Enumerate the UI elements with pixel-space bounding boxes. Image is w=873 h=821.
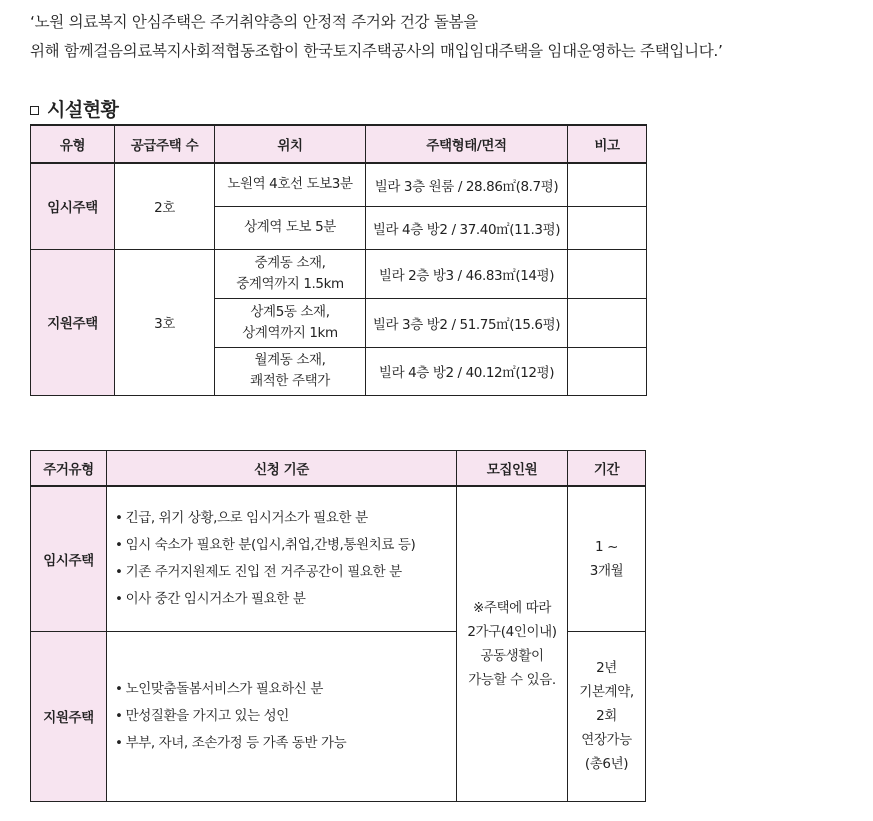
- criteria-item: [115, 676, 456, 703]
- location-line: 노원역 4호선 도보3분: [227, 176, 353, 193]
- criteria-item: [115, 730, 456, 757]
- note-cell: [568, 298, 647, 347]
- period-line: (총6년): [584, 756, 629, 772]
- criteria-text: 긴급, 위기 상황,으로 임시거소가 필요한 분: [125, 509, 368, 526]
- header-type: 유형: [31, 125, 115, 163]
- eligibility-type-support: 지원주택: [31, 631, 107, 801]
- period-line: 연장가능: [581, 732, 632, 748]
- group-type-temporary: 임시주택: [31, 163, 115, 249]
- location-cell: [215, 298, 366, 347]
- bullet-dot: •: [115, 509, 123, 526]
- period-cell-temporary: [568, 486, 646, 631]
- group-count-temporary: 2호: [115, 163, 215, 249]
- bullet-dot: •: [115, 563, 123, 580]
- section-title-text: 시설현황: [47, 99, 119, 121]
- criteria-cell: [107, 631, 457, 801]
- intro-paragraph: [30, 8, 860, 66]
- criteria-text: 기존 주거지원제도 진입 전 거주공간이 필요한 분: [125, 563, 402, 580]
- header-recruitment: 모집인원: [457, 451, 568, 487]
- location-line: 중계동 소재,: [254, 254, 326, 271]
- header-form-area: 주택형태/면적: [366, 125, 568, 163]
- eligibility-table: [30, 450, 646, 802]
- header-location: 위치: [215, 125, 366, 163]
- period-line: 3개월: [589, 562, 624, 579]
- location-line: 월계동 소재,: [254, 352, 326, 368]
- criteria-item: [115, 559, 456, 586]
- recruitment-line: 2가구(4인이내): [467, 623, 557, 640]
- criteria-item: [115, 532, 456, 559]
- criteria-text: 만성질환을 가지고 있는 성인: [125, 707, 289, 724]
- eligibility-type-temporary: 임시주택: [31, 486, 107, 631]
- period-line: 2회: [596, 708, 617, 724]
- table-row: [31, 486, 646, 631]
- recruitment-line: 가능할 수 있음.: [468, 671, 556, 688]
- period-line: 2년: [596, 660, 617, 676]
- intro-line-2: 위해 함께걸음의료복지사회적협동조합이 한국토지주택공사의 매입임대주택을 임대운영하는 주택입니다.’: [30, 42, 723, 60]
- criteria-text: 부부, 자녀, 조손가정 등 가족 동반 가능: [125, 734, 347, 751]
- header-housing-type: 주거유형: [31, 451, 107, 487]
- location-line: 상계역 도보 5분: [244, 219, 336, 235]
- header-criteria: 신청 기준: [107, 451, 457, 487]
- period-line: 1 ~: [595, 538, 618, 555]
- bullet-dot: •: [115, 734, 123, 751]
- note-cell: [568, 249, 647, 298]
- location-line: 중계역까지 1.5km: [236, 275, 344, 292]
- bullet-dot: •: [115, 590, 123, 607]
- table-row: [31, 163, 647, 206]
- note-cell: [568, 163, 647, 206]
- intro-line-1: ‘노원 의료복지 안심주택은 주거취약층의 안정적 주거와 건강 돌봄을: [30, 13, 478, 31]
- eligibility-header-row: [31, 451, 646, 487]
- facilities-table: [30, 124, 647, 396]
- group-count-support: 3호: [115, 249, 215, 395]
- location-line: 쾌적한 주택가: [250, 373, 330, 389]
- period-cell-support: [568, 631, 646, 801]
- form-area-cell: 빌라 4층 방2 / 37.40㎡(11.3평): [366, 206, 568, 249]
- section-title: [30, 95, 118, 122]
- criteria-cell: [107, 486, 457, 631]
- recruitment-cell: [457, 486, 568, 801]
- form-area-cell: 빌라 2층 방3 / 46.83㎡(14평): [366, 249, 568, 298]
- location-line: 상계역까지 1km: [242, 324, 338, 341]
- criteria-item: [115, 586, 456, 613]
- criteria-text: 임시 숙소가 필요한 분(입시,취업,간병,통원치료 등): [125, 536, 416, 553]
- criteria-item: [115, 505, 456, 532]
- location-line: 상계5동 소재,: [250, 303, 330, 320]
- criteria-item: [115, 703, 456, 730]
- recruitment-line: ※주택에 따라: [472, 599, 551, 616]
- period-line: 기본계약,: [579, 684, 634, 700]
- group-type-support: 지원주택: [31, 249, 115, 395]
- header-count: 공급주택 수: [115, 125, 215, 163]
- location-cell: [215, 249, 366, 298]
- bullet-dot: •: [115, 707, 123, 724]
- recruitment-line: 공동생활이: [480, 647, 544, 664]
- bullet-dot: •: [115, 680, 123, 697]
- location-cell: [215, 206, 366, 249]
- table-row: [31, 249, 647, 298]
- note-cell: [568, 206, 647, 249]
- note-cell: [568, 347, 647, 395]
- bullet-dot: •: [115, 536, 123, 553]
- form-area-cell: 빌라 4층 방2 / 40.12㎡(12평): [366, 347, 568, 395]
- criteria-text: 이사 중간 임시거소가 필요한 분: [125, 590, 306, 607]
- location-cell: [215, 163, 366, 206]
- facilities-header-row: [31, 125, 647, 163]
- header-note: 비고: [568, 125, 647, 163]
- criteria-text: 노인맞춤돌봄서비스가 필요하신 분: [125, 680, 323, 697]
- header-period: 기간: [568, 451, 646, 487]
- square-bullet-icon: [30, 106, 39, 115]
- form-area-cell: 빌라 3층 원룸 / 28.86㎡(8.7평): [366, 163, 568, 206]
- location-cell: [215, 347, 366, 395]
- form-area-cell: 빌라 3층 방2 / 51.75㎡(15.6평): [366, 298, 568, 347]
